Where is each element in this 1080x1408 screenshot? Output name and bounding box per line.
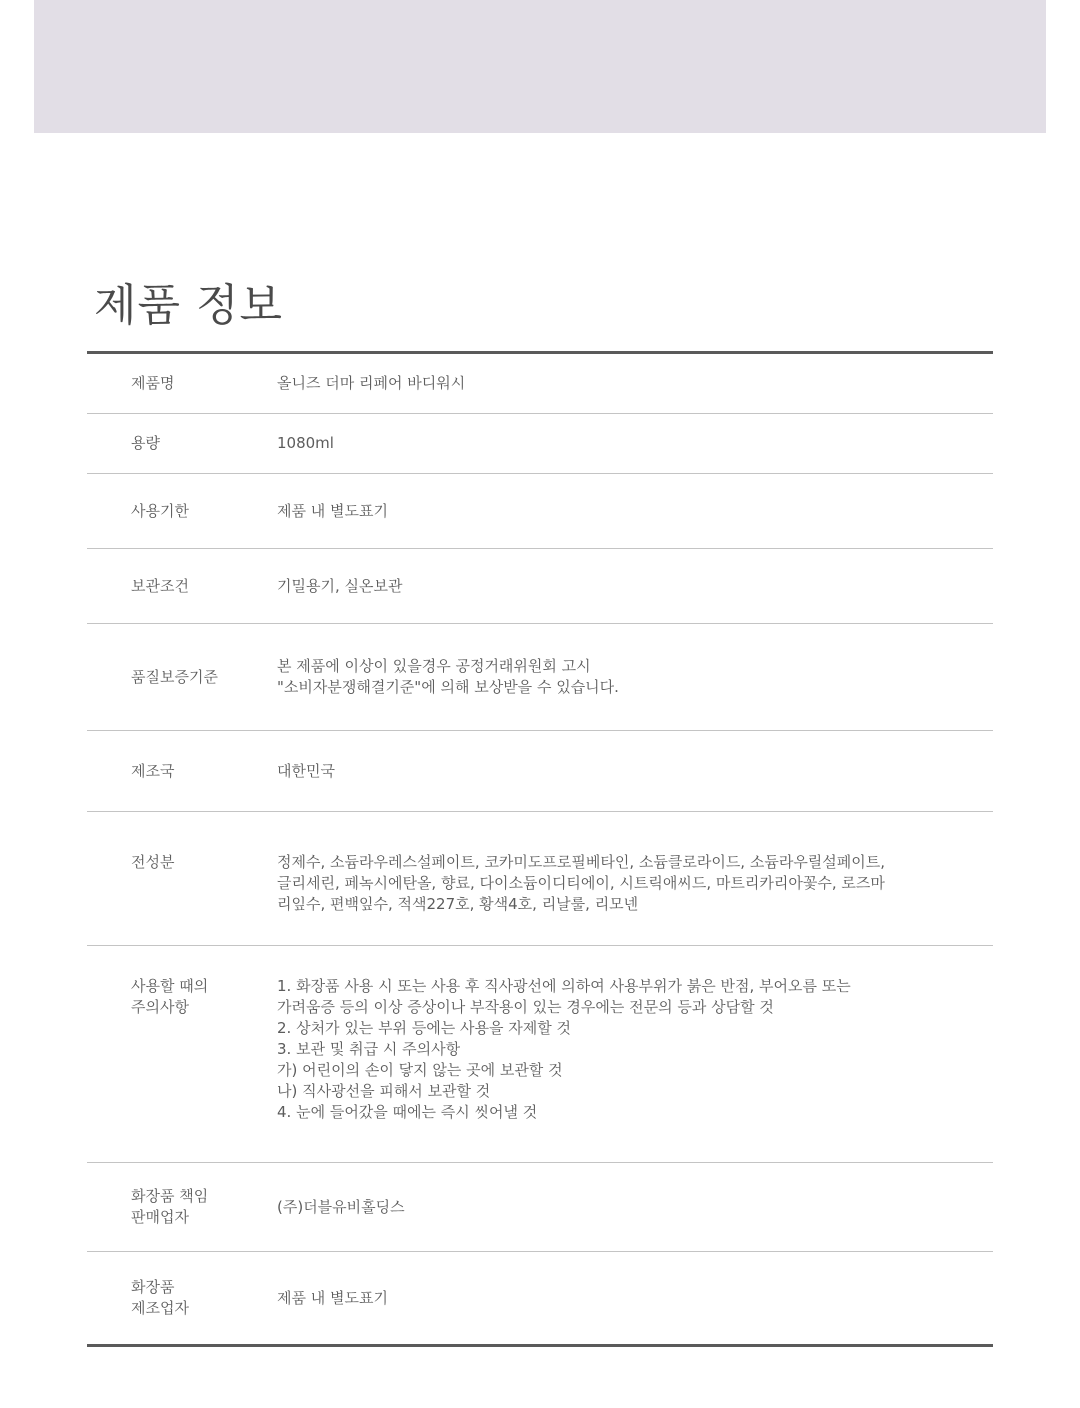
row-label: 사용할 때의 주의사항 (131, 977, 209, 1016)
row-value: 올니즈 더마 리페어 바디워시 (277, 374, 466, 392)
table-row (87, 1163, 993, 1252)
table-row (87, 414, 993, 474)
row-value: 본 제품에 이상이 있을경우 공정거래위원회 고시 "소비자분쟁해결기준"에 의해 보상받을 수 있습니다. (277, 657, 619, 696)
row-label: 보관조건 (131, 576, 189, 595)
row-label: 용량 (131, 434, 160, 452)
row-value: 대한민국 (277, 761, 335, 780)
row-value: 제품 내 별도표기 (277, 501, 388, 520)
table-row (87, 354, 993, 414)
row-label: 화장품 책임 판매업자 (131, 1187, 209, 1226)
table-row (87, 1252, 993, 1344)
top-banner (34, 0, 1046, 133)
row-label: 사용기한 (131, 501, 189, 520)
table-row (87, 624, 993, 731)
table-row (87, 731, 993, 812)
row-label: 제품명 (131, 374, 175, 392)
table-row (87, 812, 993, 946)
row-value: 1. 화장품 사용 시 또는 사용 후 직사광선에 의하여 사용부위가 붉은 반점, 부어오름 또는 가려움증 등의 이상 증상이나 부작용이 있는 경우에는 전문의 등과 상담할 것 2. 상처가 있는 부위 등에는 사용을 자제할 것 3. 보관 및 취급 시 주의사항 가) 어린이의 손이 닿지 않는 곳에 보관할 것 나) 직사광선을 피해서 보관할 것 4. 눈에 들어갔을 때에는 즉시 씻어낼 것 (277, 977, 851, 1121)
row-value: 1080ml (277, 434, 334, 452)
product-info-table (87, 351, 993, 1347)
table-row (87, 946, 993, 1163)
row-value: (주)더블유비홀딩스 (277, 1197, 405, 1216)
row-label: 화장품 제조업자 (131, 1278, 189, 1317)
row-label: 품질보증기준 (131, 667, 218, 686)
row-value: 제품 내 별도표기 (277, 1288, 388, 1307)
row-label: 제조국 (131, 761, 175, 780)
row-value: 정제수, 소듐라우레스설페이트, 코카미도프로필베타인, 소듐클로라이드, 소듐라우릴설페이트, 글리세린, 페녹시에탄올, 향료, 다이소듐이디티에이, 시트릭애씨드, 마트리카리아꽃수, 로즈마 리잎수, 편백잎수, 적색227호, 황색4호, 리날룰, 리모넨 (277, 853, 886, 913)
table-row (87, 549, 993, 624)
row-value: 기밀용기, 실온보관 (277, 576, 403, 595)
section-title: 제품 정보 (94, 280, 284, 331)
table-row (87, 474, 993, 549)
row-label: 전성분 (131, 853, 175, 871)
